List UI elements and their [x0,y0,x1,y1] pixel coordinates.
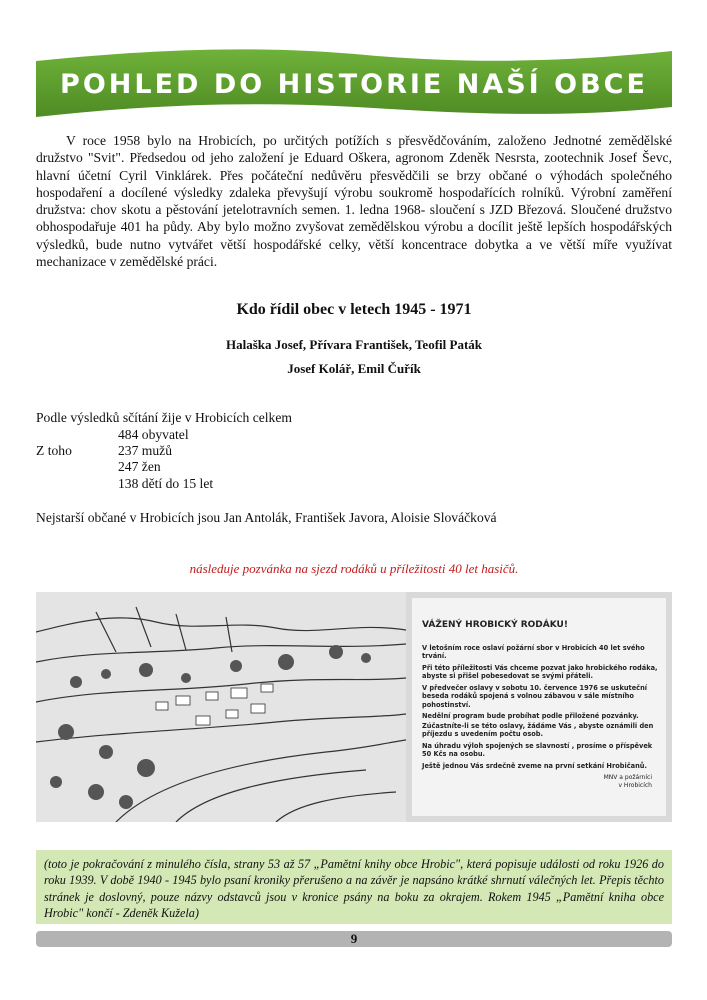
page-number: 9 [350,931,358,946]
page-title: POHLED DO HISTORIE NAŠÍ OBCE [60,69,648,100]
census-women: 247 žen [118,459,161,474]
census-children: 138 dětí do 15 let [118,476,214,491]
invitation-scan [36,592,672,822]
invitation-note: následuje pozvánka na sjezd rodáků u příležitosti 40 let hasičů. [189,561,519,576]
letter-paragraph: Nedělní program bude probíhat podle přiložené pozvánky. [422,712,639,720]
census-men: 237 mužů [118,443,172,458]
letter-signature [572,774,652,790]
signature-line-2: v Hrobicích [618,782,652,789]
letter-paragraph: Na úhradu výloh spojených se slavností , prosíme o příspěvek 50 Kčs na osobu. [422,742,653,759]
letter-heading: VÁŽENÝ HROBICKÝ RODÁKU! [422,620,568,630]
chronicle-note: (toto je pokračování z minulého čísla, strany 53 až 57 „Pamětní knihy obce Hrobic", která popisuje události od roku 1926 do roku 1939. V době 1940 - 1945 bylo psaní kroniky přerušeno a na závěr je napsáno krátké shrnutí válečných let. Přepis těchto stránek je doslovný, pouze názvy odstavců jsou v kronice psány na boku za okrajem. Rokem 1945 „Pamětní kniha obce Hrobic" končí - Zdeněk Kužela) [36,850,672,924]
leaders-line-2: Josef Kolář, Emil Čuřík [287,361,421,376]
invitation-letter [412,598,666,816]
census-total: 484 obyvatel [118,427,189,442]
letter-paragraph: V letošním roce oslaví požární sbor v Hrobicích 40 let svého trvání. [422,644,645,661]
intro-paragraph: V roce 1958 bylo na Hrobicích, po určitých potížích s přesvědčováním, založeno Jednotné zemědělské družstvo "Svit". Předsedou od jeho založení je Eduard Oškera, agronom Zdeněk Nesrsta, zootechnik Josef Ševc, hlavní účetní Cyril Vinklárek. Přes počáteční nedůvěru přesvědčili se brzy občané o výhodách společného hospodaření a docílené výsledky zdaleka převyšují výrobu soukromě hospodařících rolníků. Výrobní zaměření družstva: chov skotu a pěstování jetelotravních semen. 1. ledna 1968- sloučení s JZD Březová. Sloučené družstvo obhospodařuje 401 ha půdy. Aby bylo možno zvyšovat zemědělskou výrobu a docílit ještě lepších hospodářských výsledků, bude nutno vytvářet větší hospodářské celky, větší koncentrace dobytka a ve větší míře využívat mechanizace v zemědělské práci. [36,133,672,270]
page-number-bar [36,931,672,947]
signature-line-1: MNV a požárníci [603,774,652,781]
eldest-citizens: Nejstarší občané v Hrobicích jsou Jan Antolák, František Javora, Aloisie Slováčková [36,510,497,525]
village-sketch-image [36,592,406,822]
letter-paragraph: V předvečer oslavy v sobotu 10. července 1976 se uskuteční beseda rodáků spojená s volnou zábavou v sále místního pohostinství. [422,684,648,709]
letter-paragraph: Ještě jednou Vás srdečně zveme na první setkání Hrobičanů. [422,762,647,770]
letter-paragraph: Zúčastníte-li se této oslavy, žádáme Vás , abyste oznámili den příjezdu s uvedením počtu osob. [422,722,654,739]
leaders-heading: Kdo řídil obec v letech 1945 - 1971 [236,301,472,318]
leaders-line-1: Halaška Josef, Přívara František, Teofil Paták [225,337,483,352]
letter-paragraph: Při této příležitosti Vás chceme pozvat jako hrobického rodáka, abyste si přišel pobesedovat se svými přáteli. [422,664,658,681]
census-of-which-label: Z toho [36,443,72,458]
census-intro: Podle výsledků sčítání žije v Hrobicích celkem [36,410,292,425]
header-banner [36,47,672,119]
